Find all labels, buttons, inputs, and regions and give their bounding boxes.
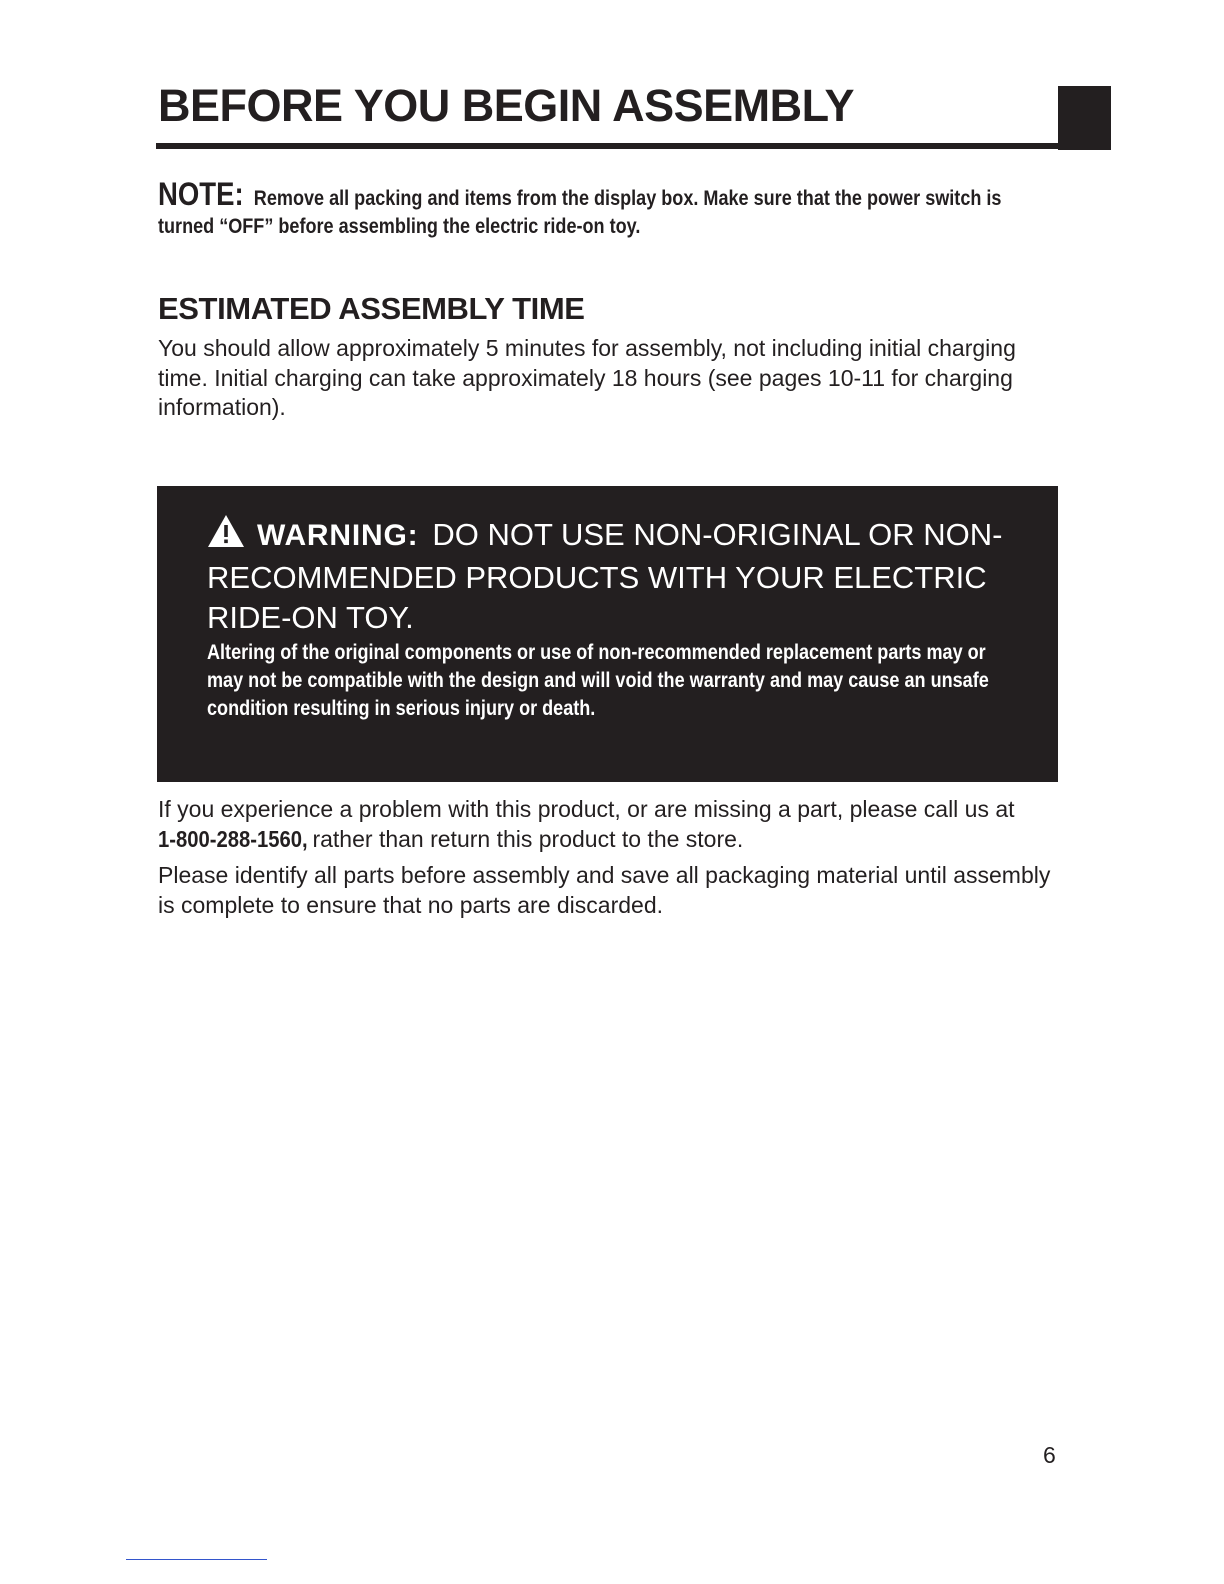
warning-headline: DO NOT USE NON-ORIGINAL OR NON-RECOMMENDED PRODUCTS WITH YOUR ELECTRIC RIDE-ON TOY. <box>207 517 1003 635</box>
page-number: 6 <box>1043 1442 1056 1468</box>
assembly-time-heading: ESTIMATED ASSEMBLY TIME <box>158 291 585 326</box>
note-text: Remove all packing and items from the display box. Make sure that the power switch is turned “OFF” before assembling the electric ride-on toy. <box>158 187 1002 238</box>
warning-label: WARNING: <box>257 519 419 552</box>
support-prefix: If you experience a problem with this product, or are missing a part, please call us at <box>158 796 1015 822</box>
support-suffix: rather than return this product to the store. <box>312 825 744 852</box>
link-underline <box>126 1559 267 1560</box>
note-paragraph <box>158 176 1035 241</box>
support-phone-number: 1-800-288-1560, <box>158 825 308 852</box>
warning-headline-block <box>207 514 1027 638</box>
warning-triangle-icon <box>207 514 245 558</box>
support-paragraph <box>158 795 1058 854</box>
warning-detail: Altering of the original components or use of non-recommended replacement parts may or may not be compatible with the design and will void the warranty and may cause an unsafe condition resulting in serious injury or death. <box>207 641 989 720</box>
assembly-time-text: You should allow approximately 5 minutes for assembly, not including initial charging time. Initial charging can take approximately 18 hours (see pages 10-11 for charging information). <box>158 335 1016 420</box>
page-title: BEFORE YOU BEGIN ASSEMBLY <box>158 80 854 131</box>
section-tab <box>1058 86 1111 150</box>
note-label: NOTE: <box>158 176 244 212</box>
identify-parts-text: Please identify all parts before assembly and save all packaging material until assembly is complete to ensure that no parts are discarded. <box>158 862 1051 918</box>
warning-box <box>157 486 1058 782</box>
title-rule <box>156 143 1058 149</box>
